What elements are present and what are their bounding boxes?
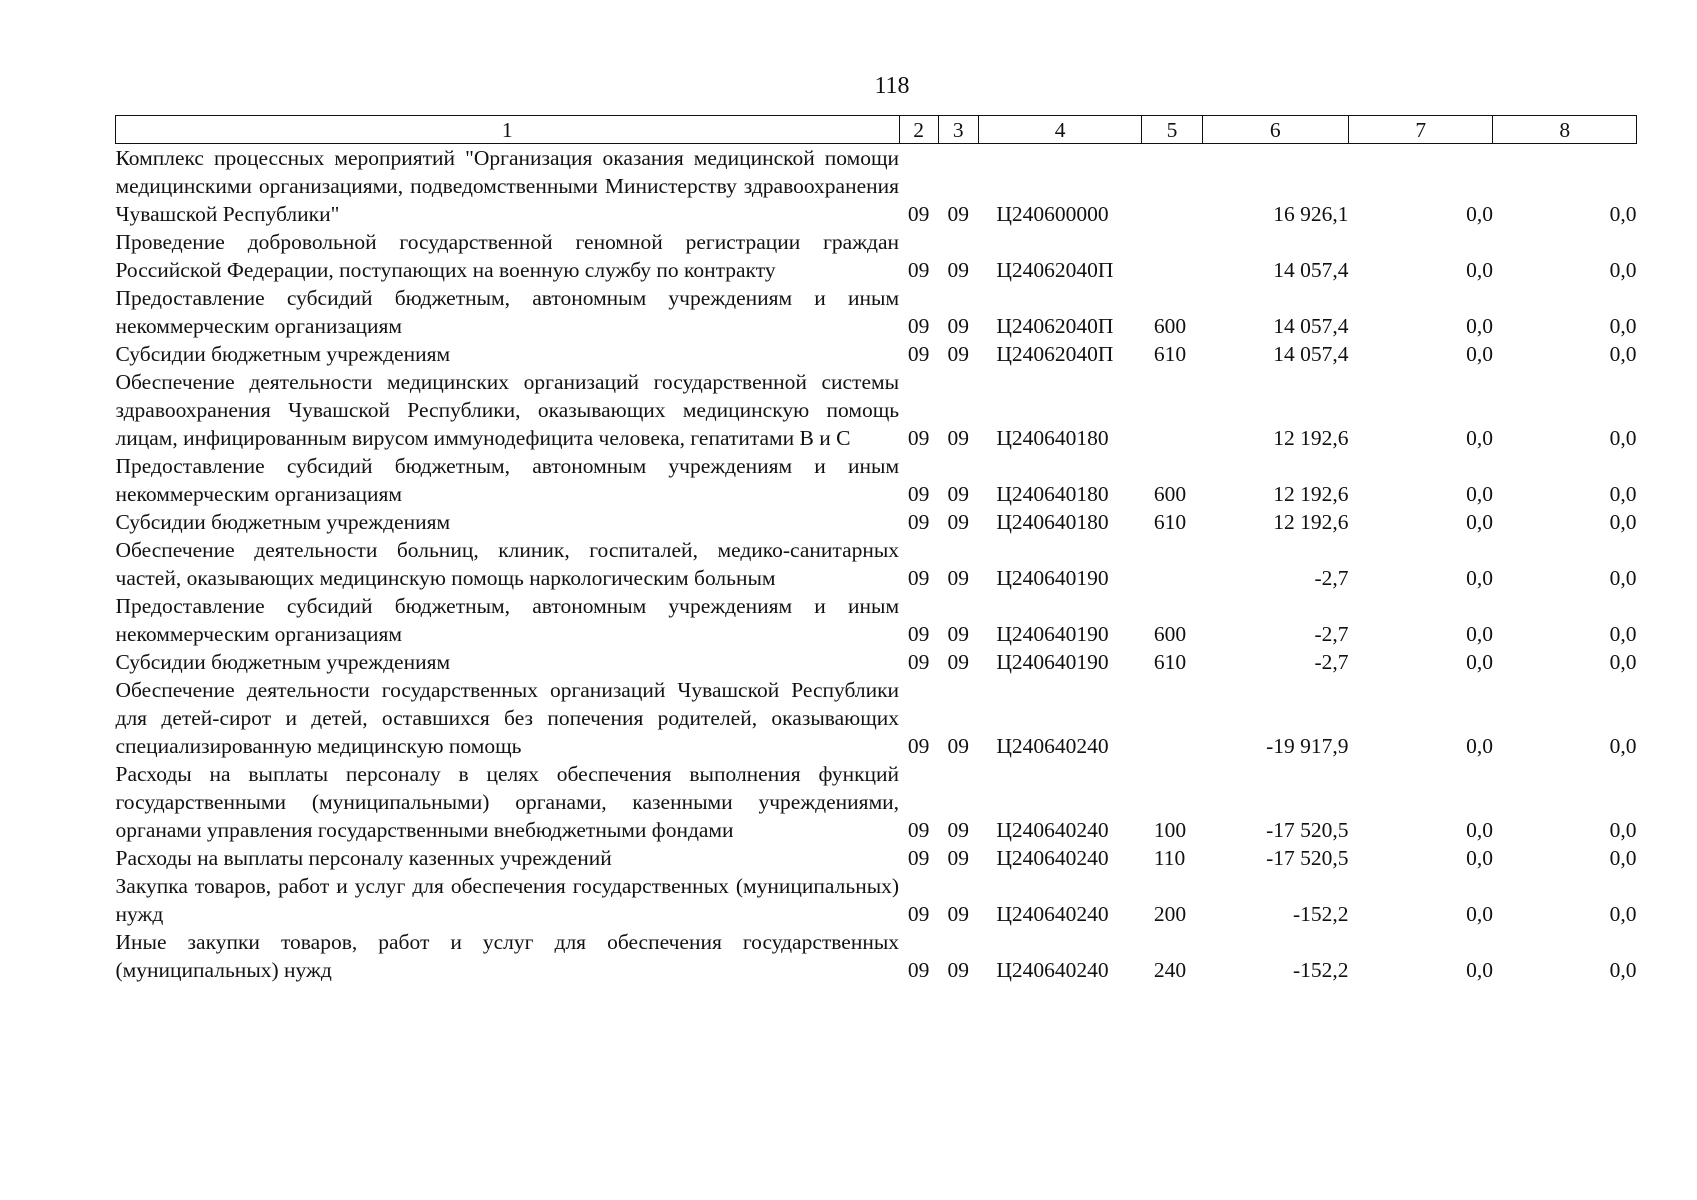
row-subsection: 09 — [947, 258, 969, 282]
row-target-article: Ц240640240 — [996, 734, 1109, 758]
row-name: Расходы на выплаты персоналу в целях обеспечения выполнения функций государственными (муниципальными) органами, казенными учреждениями, органами управления государственными внебюджетными фондами — [115, 762, 900, 842]
row-name: Иные закупки товаров, работ и услуг для обеспечения государственных (муниципальных) нужд — [115, 930, 900, 982]
table-row — [116, 144, 1637, 229]
row-value-col8: 0,0 — [1609, 342, 1637, 366]
table-row — [116, 284, 1637, 340]
row-value-col7: 0,0 — [1466, 818, 1493, 842]
row-name: Проведение добровольной государственной геномной регистрации граждан Российской Федерации, поступающих на военную службу по контракту — [115, 230, 900, 282]
row-target-article: Ц240640240 — [996, 958, 1109, 982]
row-value-col8: 0,0 — [1609, 566, 1637, 590]
header-col-7: 7 — [1349, 116, 1493, 144]
row-value-col8: 0,0 — [1609, 650, 1637, 674]
row-expense-type — [1142, 676, 1202, 760]
row-subsection: 09 — [947, 314, 969, 338]
row-expense-type: 610 — [1153, 650, 1187, 674]
table-row — [116, 536, 1637, 592]
row-target-article: Ц240640190 — [996, 622, 1109, 646]
row-target-article: Ц240640240 — [996, 846, 1109, 870]
row-section: 09 — [907, 426, 930, 450]
row-target-article: Ц240640180 — [996, 510, 1109, 534]
row-target-article: Ц240600000 — [996, 202, 1109, 226]
row-subsection: 09 — [947, 566, 969, 590]
row-value-col6: -19 917,9 — [1266, 734, 1349, 758]
row-section: 09 — [907, 846, 930, 870]
table-row — [116, 676, 1637, 760]
row-expense-type: 610 — [1153, 342, 1187, 366]
row-expense-type: 240 — [1153, 958, 1187, 982]
row-target-article: Ц240640240 — [996, 818, 1109, 842]
row-target-article: Ц240640190 — [996, 650, 1109, 674]
row-expense-type: 110 — [1153, 846, 1186, 870]
row-expense-type — [1142, 144, 1202, 229]
header-col-8: 8 — [1493, 116, 1637, 144]
row-value-col8: 0,0 — [1609, 202, 1637, 226]
row-subsection: 09 — [947, 510, 969, 534]
row-value-col7: 0,0 — [1466, 202, 1493, 226]
header-col-3: 3 — [938, 116, 978, 144]
row-subsection: 09 — [947, 342, 969, 366]
table-header — [116, 116, 1637, 144]
row-value-col8: 0,0 — [1609, 902, 1637, 926]
header-col-6: 6 — [1202, 116, 1348, 144]
row-target-article: Ц240640180 — [996, 482, 1109, 506]
row-expense-type — [1142, 536, 1202, 592]
header-col-1: 1 — [116, 116, 900, 144]
row-value-col8: 0,0 — [1609, 818, 1637, 842]
table-row — [116, 592, 1637, 648]
header-col-4: 4 — [978, 116, 1142, 144]
row-subsection: 09 — [947, 734, 969, 758]
row-value-col7: 0,0 — [1466, 734, 1493, 758]
row-section: 09 — [907, 818, 930, 842]
row-value-col8: 0,0 — [1609, 314, 1637, 338]
row-expense-type — [1142, 368, 1202, 452]
row-expense-type: 200 — [1153, 902, 1187, 926]
row-value-col7: 0,0 — [1466, 342, 1493, 366]
row-value-col6: -17 520,5 — [1266, 846, 1349, 870]
row-name: Обеспечение деятельности больниц, клиник, госпиталей, медико-санитарных частей, оказывающих медицинскую помощь наркологическим больным — [115, 538, 900, 590]
row-expense-type: 610 — [1153, 510, 1187, 534]
row-value-col6: -152,2 — [1292, 958, 1349, 982]
table-row — [116, 452, 1637, 508]
row-target-article: Ц240640190 — [996, 566, 1109, 590]
table-row — [116, 648, 1637, 676]
row-subsection: 09 — [947, 202, 969, 226]
row-target-article: Ц240640240 — [996, 902, 1109, 926]
row-value-col7: 0,0 — [1466, 510, 1493, 534]
table-body — [116, 144, 1637, 985]
row-value-col7: 0,0 — [1466, 314, 1493, 338]
page-number: 118 — [874, 73, 910, 99]
row-section: 09 — [907, 650, 930, 674]
row-value-col7: 0,0 — [1466, 846, 1493, 870]
row-value-col6: 12 192,6 — [1273, 510, 1349, 534]
row-section: 09 — [907, 258, 930, 282]
row-value-col6: 12 192,6 — [1273, 482, 1349, 506]
table-row — [116, 872, 1637, 928]
row-target-article: Ц240640180 — [996, 426, 1109, 450]
row-target-article: Ц24062040П — [996, 258, 1114, 282]
row-value-col6: 12 192,6 — [1273, 426, 1349, 450]
row-subsection: 09 — [947, 958, 969, 982]
row-value-col7: 0,0 — [1466, 958, 1493, 982]
table-row — [116, 760, 1637, 844]
row-target-article: Ц24062040П — [996, 342, 1114, 366]
row-name: Субсидии бюджетным учреждениям — [115, 510, 451, 534]
row-name: Обеспечение деятельности медицинских организаций государственной системы здравоохранения Чувашской Республики, оказывающих медицинскую помощь лицам, инфицированным вирусом иммунодефицита человека, гепатитами В и С — [115, 370, 900, 450]
row-name: Закупка товаров, работ и услуг для обеспечения государственных (муниципальных) нужд — [115, 874, 900, 926]
row-value-col7: 0,0 — [1466, 622, 1493, 646]
row-value-col6: -2,7 — [1314, 622, 1349, 646]
table-row — [116, 928, 1637, 984]
row-subsection: 09 — [947, 482, 969, 506]
row-section: 09 — [907, 566, 930, 590]
row-section: 09 — [907, 958, 930, 982]
row-section: 09 — [907, 482, 930, 506]
row-name: Предоставление субсидий бюджетным, автономным учреждениям и иным некоммерческим организациям — [115, 594, 900, 646]
row-value-col7: 0,0 — [1466, 902, 1493, 926]
row-value-col8: 0,0 — [1609, 734, 1637, 758]
row-section: 09 — [907, 510, 930, 534]
row-value-col6: 14 057,4 — [1273, 342, 1349, 366]
row-section: 09 — [907, 734, 930, 758]
row-value-col8: 0,0 — [1609, 958, 1637, 982]
row-section: 09 — [907, 622, 930, 646]
row-section: 09 — [907, 342, 930, 366]
table-row — [116, 340, 1637, 368]
row-name: Предоставление субсидий бюджетным, автономным учреждениям и иным некоммерческим организациям — [115, 286, 900, 338]
row-name: Субсидии бюджетным учреждениям — [115, 342, 451, 366]
row-value-col7: 0,0 — [1466, 258, 1493, 282]
row-expense-type: 600 — [1153, 482, 1187, 506]
row-value-col7: 0,0 — [1466, 566, 1493, 590]
row-value-col6: -2,7 — [1314, 566, 1349, 590]
table-row — [116, 508, 1637, 536]
row-expense-type: 600 — [1153, 622, 1187, 646]
row-subsection: 09 — [947, 846, 969, 870]
row-value-col8: 0,0 — [1609, 258, 1637, 282]
row-expense-type: 100 — [1153, 818, 1187, 842]
row-value-col6: 14 057,4 — [1273, 314, 1349, 338]
row-subsection: 09 — [947, 426, 969, 450]
row-value-col6: -17 520,5 — [1266, 818, 1349, 842]
row-value-col8: 0,0 — [1609, 482, 1637, 506]
row-value-col6: -152,2 — [1292, 902, 1349, 926]
row-value-col6: -2,7 — [1314, 650, 1349, 674]
row-name: Расходы на выплаты персоналу казенных учреждений — [115, 846, 612, 870]
row-value-col7: 0,0 — [1466, 482, 1493, 506]
row-section: 09 — [907, 314, 930, 338]
row-subsection: 09 — [947, 818, 969, 842]
row-value-col8: 0,0 — [1609, 426, 1637, 450]
table-row — [116, 368, 1637, 452]
row-name: Предоставление субсидий бюджетным, автономным учреждениям и иным некоммерческим организациям — [115, 454, 900, 506]
row-section: 09 — [907, 202, 930, 226]
row-subsection: 09 — [947, 622, 969, 646]
row-name: Комплекс процессных мероприятий "Организация оказания медицинской помощи медицинскими организациями, подведомственными Министерству здравоохранения Чувашской Республики" — [115, 146, 900, 226]
row-target-article: Ц24062040П — [996, 314, 1114, 338]
row-name: Субсидии бюджетным учреждениям — [115, 650, 451, 674]
row-value-col6: 16 926,1 — [1273, 202, 1349, 226]
header-row — [116, 116, 1637, 144]
row-value-col7: 0,0 — [1466, 650, 1493, 674]
row-name: Обеспечение деятельности государственных организаций Чувашской Республики для детей-сирот и детей, оставшихся без попечения родителей, оказывающих специализированную медицинскую помощь — [115, 678, 900, 758]
header-col-2: 2 — [899, 116, 938, 144]
budget-table — [115, 115, 1637, 984]
row-subsection: 09 — [947, 902, 969, 926]
row-subsection: 09 — [947, 650, 969, 674]
row-section: 09 — [907, 902, 930, 926]
header-col-5: 5 — [1142, 116, 1202, 144]
table-row — [116, 228, 1637, 284]
table-row — [116, 844, 1637, 872]
row-expense-type — [1142, 228, 1202, 284]
row-value-col8: 0,0 — [1609, 510, 1637, 534]
row-value-col7: 0,0 — [1466, 426, 1493, 450]
row-value-col6: 14 057,4 — [1273, 258, 1349, 282]
row-value-col8: 0,0 — [1609, 846, 1637, 870]
row-expense-type: 600 — [1153, 314, 1187, 338]
row-value-col8: 0,0 — [1609, 622, 1637, 646]
